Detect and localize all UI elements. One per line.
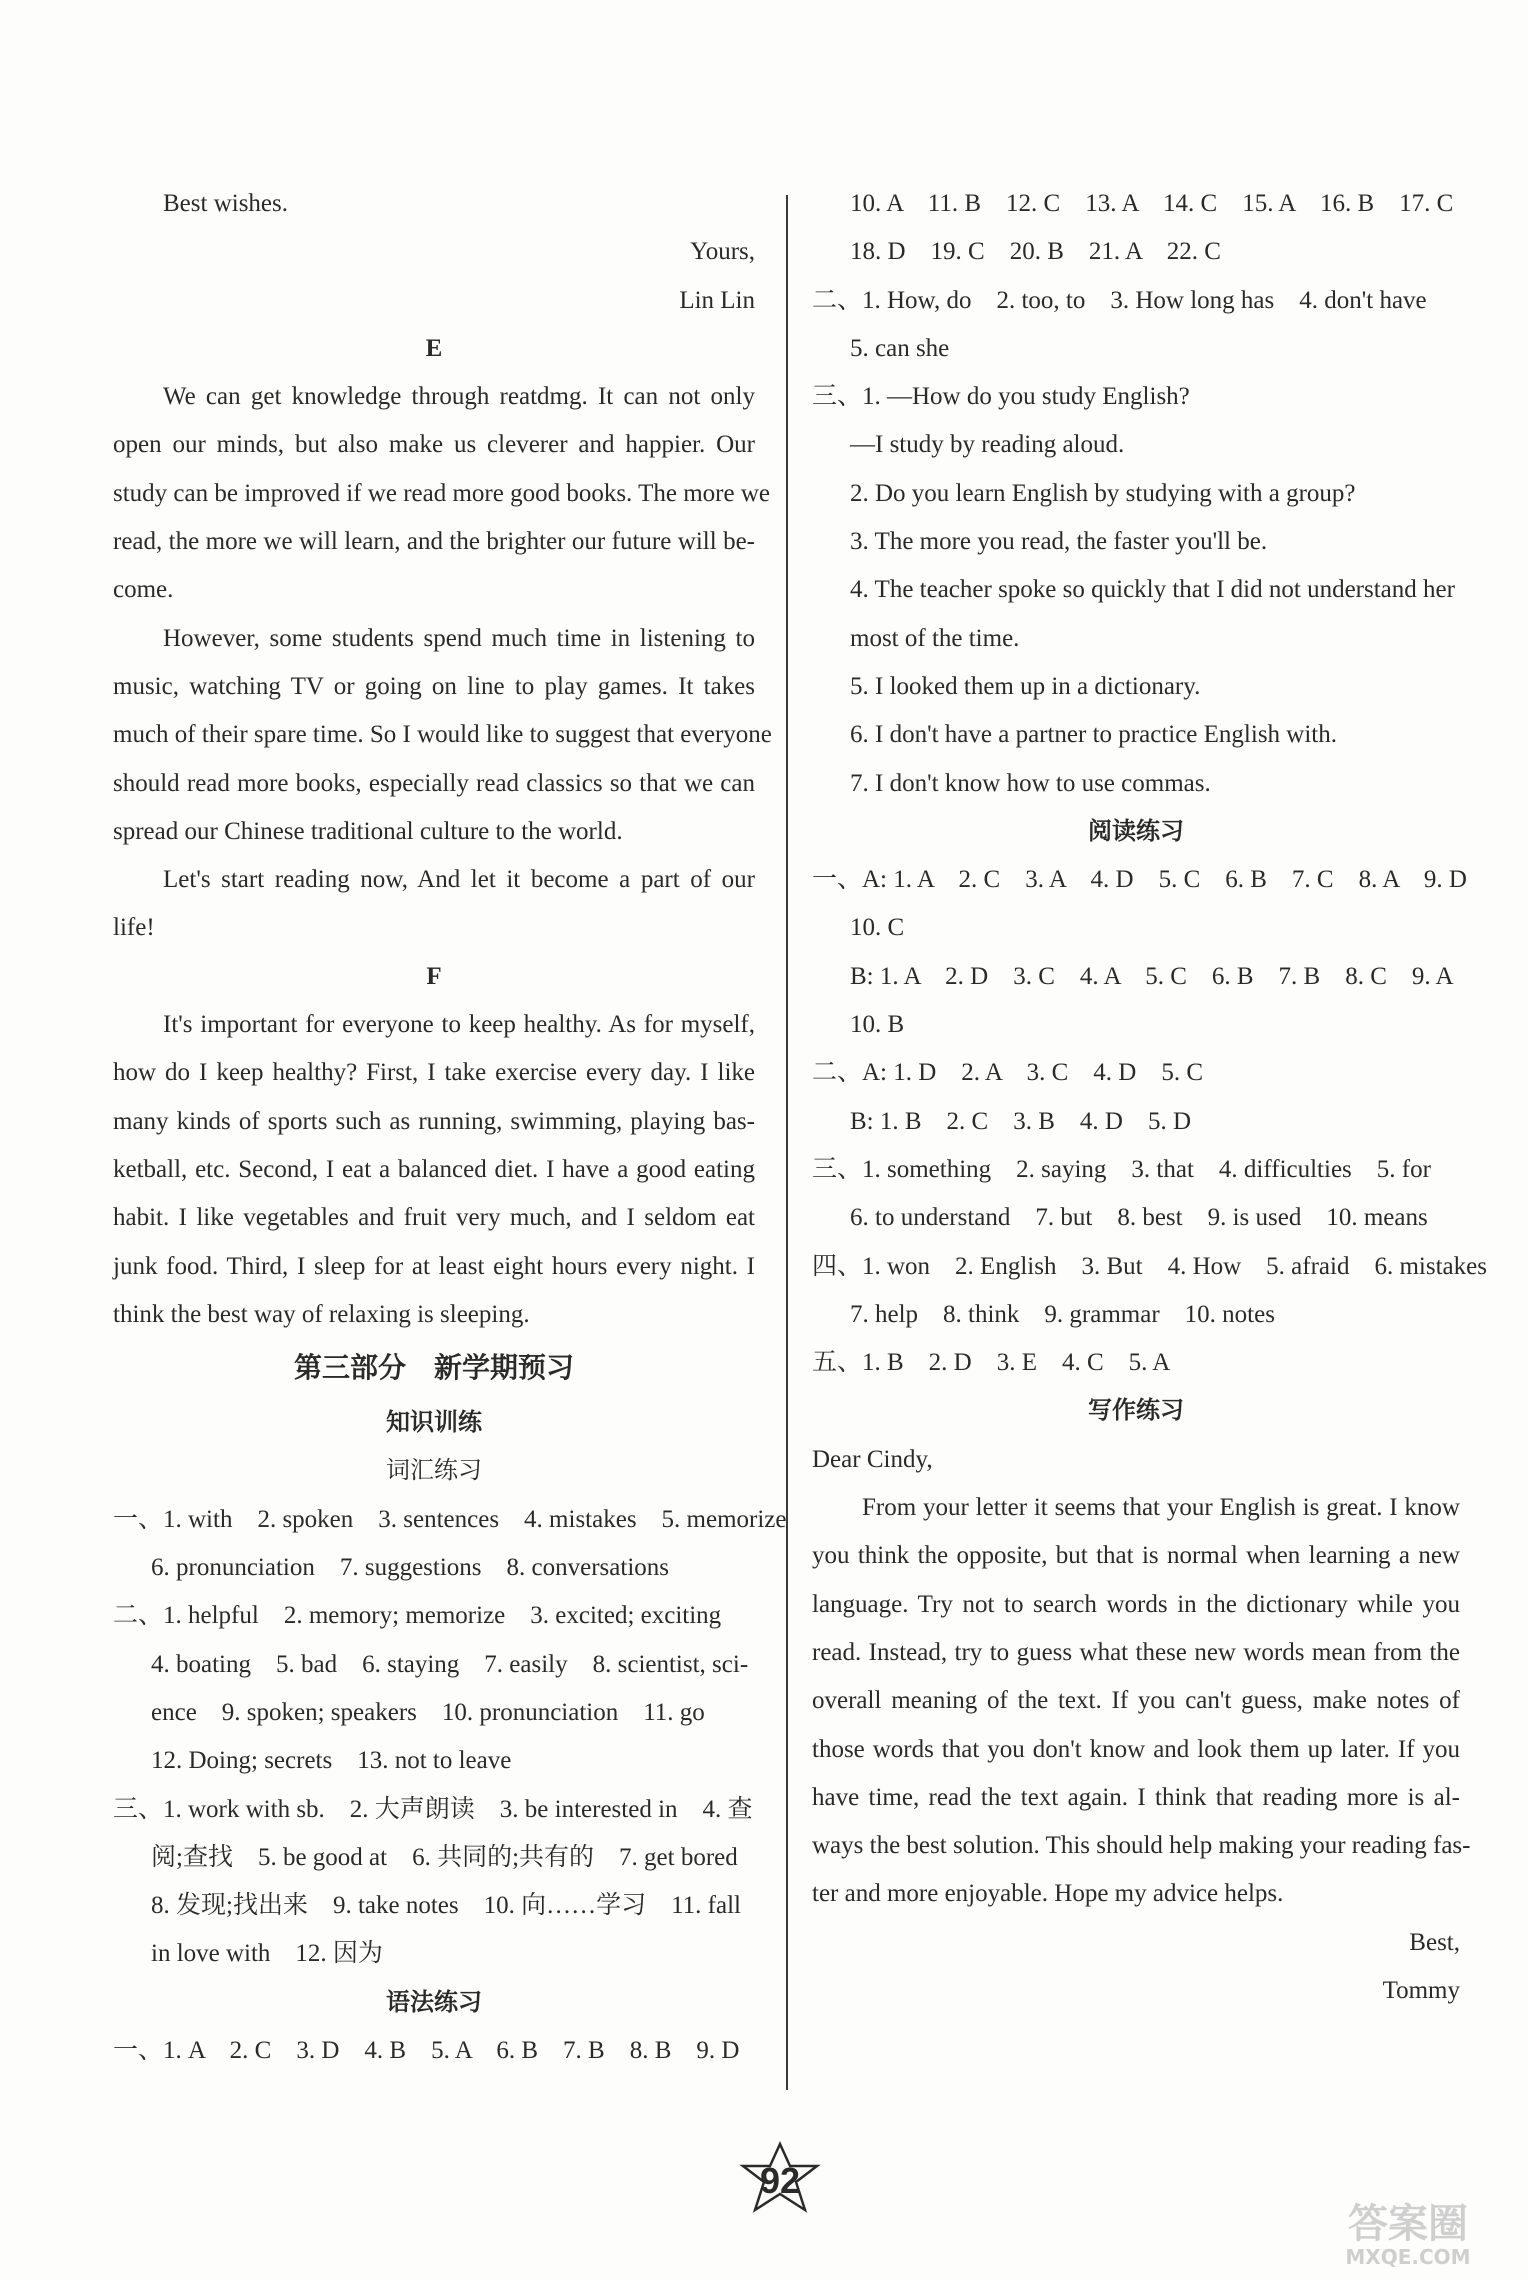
text-line: 4. The teacher spoke so quickly that I did not understand her: [850, 576, 1455, 604]
text-line: most of the time.: [850, 624, 1020, 652]
text-line: read. Instead, try to guess what these new words mean from the: [812, 1638, 1460, 1666]
text-line: 四、1. won 2. English 3. But 4. How 5. afraid 6. mistakes: [812, 1252, 1487, 1280]
text-line: ence 9. spoken; speakers 10. pronunciation 11. go: [151, 1698, 705, 1726]
text-line: open our minds, but also make us cleverer and happier. Our: [113, 431, 755, 459]
text-line: 二、A: 1. D 2. A 3. C 4. D 5. C: [812, 1059, 1204, 1087]
text-line: how do I keep healthy? First, I take exercise every day. I like: [113, 1059, 755, 1087]
text-line: 5. I looked them up in a dictionary.: [850, 672, 1201, 700]
text-line: 12. Doing; secrets 13. not to leave: [151, 1747, 512, 1775]
text-line: 18. D 19. C 20. B 21. A 22. C: [850, 238, 1221, 266]
column-divider: [786, 195, 788, 2090]
text-line: 2. Do you learn English by studying with a group?: [850, 479, 1356, 507]
text-line: Best,: [1409, 1928, 1460, 1956]
text-line: B: 1. B 2. C 3. B 4. D 5. D: [850, 1107, 1192, 1135]
text-line: We can get knowledge through reatdmg. It can not only: [163, 383, 755, 411]
text-line: 三、1. something 2. saying 3. that 4. difficulties 5. for: [812, 1155, 1431, 1183]
text-line: read, the more we will learn, and the brighter our future will be-: [113, 528, 755, 556]
text-line: in love with 12. 因为: [151, 1940, 383, 1968]
text-line: 5. can she: [850, 334, 950, 362]
text-line: 6. I don't have a partner to practice English with.: [850, 721, 1337, 749]
text-line: 词汇练习: [386, 1458, 482, 1485]
watermark-logo: [1308, 2202, 1508, 2272]
text-line: 4. boating 5. bad 6. staying 7. easily 8. scientist, sci-: [151, 1650, 749, 1678]
text-line: From your letter it seems that your English is great. I know: [862, 1494, 1460, 1522]
text-line: Yours,: [690, 238, 755, 266]
text-line: think the best way of relaxing is sleeping.: [113, 1300, 530, 1328]
text-line: —I study by reading aloud.: [850, 431, 1125, 459]
text-line: habit. I like vegetables and fruit very much, and I seldom eat: [113, 1204, 755, 1232]
text-line: Let's start reading now, And let it become a part of our: [163, 866, 755, 894]
text-line: 7. I don't know how to use commas.: [850, 769, 1211, 797]
text-line: many kinds of sports such as running, swimming, playing bas-: [113, 1107, 755, 1135]
text-line: spread our Chinese traditional culture to the world.: [113, 817, 623, 845]
text-line: 10. A 11. B 12. C 13. A 14. C 15. A 16. B 17. C: [850, 190, 1454, 217]
text-line: 3. The more you read, the faster you'll be.: [850, 528, 1268, 556]
text-line: those words that you don't know and look them up later. If you: [812, 1735, 1460, 1763]
text-line: should read more books, especially read classics so that we can: [113, 769, 755, 797]
text-line: 阅读练习: [1088, 818, 1184, 845]
text-line: 6. pronunciation 7. suggestions 8. conversations: [151, 1554, 669, 1582]
text-line: Best wishes.: [163, 190, 288, 217]
text-line: language. Try not to search words in the dictionary while you: [812, 1590, 1460, 1618]
text-line: E: [425, 334, 443, 362]
text-line: 10. C: [850, 914, 905, 942]
text-line: 8. 发现;找出来 9. take notes 10. 向……学习 11. fall: [151, 1892, 741, 1920]
text-line: you think the opposite, but that is normal when learning a new: [812, 1542, 1460, 1570]
text-line: life!: [113, 914, 155, 942]
left-column: [113, 180, 787, 2075]
text-line: ketball, etc. Second, I eat a balanced diet. I have a good eating: [113, 1155, 755, 1183]
text-line: ways the best solution. This should help making your reading fas-: [812, 1832, 1471, 1860]
text-line: 知识训练: [386, 1410, 482, 1437]
text-line: much of their spare time. So I would like to suggest that everyone: [113, 721, 772, 749]
text-line: 二、1. helpful 2. memory; memorize 3. excited; exciting: [113, 1602, 722, 1630]
text-line: 10. B: [850, 1011, 905, 1039]
text-line: music, watching TV or going on line to play games. It takes: [113, 672, 755, 700]
text-line: ter and more enjoyable. Hope my advice helps.: [812, 1880, 1284, 1908]
text-line: 一、1. with 2. spoken 3. sentences 4. mistakes 5. memorize: [113, 1505, 787, 1533]
text-line: F: [426, 962, 442, 990]
text-line: Lin Lin: [679, 286, 755, 314]
text-line: 写作练习: [1088, 1398, 1184, 1425]
right-column: [812, 180, 1487, 2015]
page-number-badge: [735, 2140, 825, 2220]
text-line: Tommy: [1382, 1976, 1460, 2004]
text-line: 阅;查找 5. be good at 6. 共同的;共有的 7. get bored: [151, 1843, 738, 1871]
text-line: 一、1. A 2. C 3. D 4. B 5. A 6. B 7. B 8. B 9. D: [113, 2036, 740, 2064]
text-line: junk food. Third, I sleep for at least eight hours every night. I: [113, 1252, 755, 1280]
text-line: overall meaning of the text. If you can't guess, make notes of: [812, 1687, 1460, 1715]
text-line: 三、1. work with sb. 2. 大声朗读 3. be interested in 4. 查: [113, 1795, 753, 1823]
page-number: 92: [759, 2160, 801, 2201]
watermark-sub: MXQE.COM: [1345, 2245, 1471, 2269]
text-line: B: 1. A 2. D 3. C 4. A 5. C 6. B 7. B 8. C 9. A: [850, 962, 1454, 990]
text-line: Dear Cindy,: [812, 1445, 933, 1473]
text-line: study can be improved if we read more good books. The more we: [113, 479, 770, 507]
text-line: come.: [113, 576, 174, 604]
watermark-main: 答案圈: [1348, 2201, 1468, 2247]
text-line: 第三部分 新学期预习: [293, 1353, 574, 1385]
text-line: 五、1. B 2. D 3. E 4. C 5. A: [812, 1349, 1171, 1377]
text-line: 一、A: 1. A 2. C 3. A 4. D 5. C 6. B 7. C 8. A 9. D: [812, 866, 1467, 894]
text-line: 语法练习: [386, 1989, 482, 2016]
text-line: 三、1. —How do you study English?: [812, 383, 1190, 411]
text-line: It's important for everyone to keep healthy. As for myself,: [163, 1011, 755, 1039]
text-line: 二、1. How, do 2. too, to 3. How long has 4. don't have: [812, 286, 1427, 314]
text-line: 7. help 8. think 9. grammar 10. notes: [850, 1300, 1275, 1328]
text-line: However, some students spend much time in listening to: [163, 624, 755, 652]
text-line: have time, read the text again. I think that reading more is al-: [812, 1783, 1460, 1811]
text-line: 6. to understand 7. but 8. best 9. is used 10. means: [850, 1204, 1428, 1232]
